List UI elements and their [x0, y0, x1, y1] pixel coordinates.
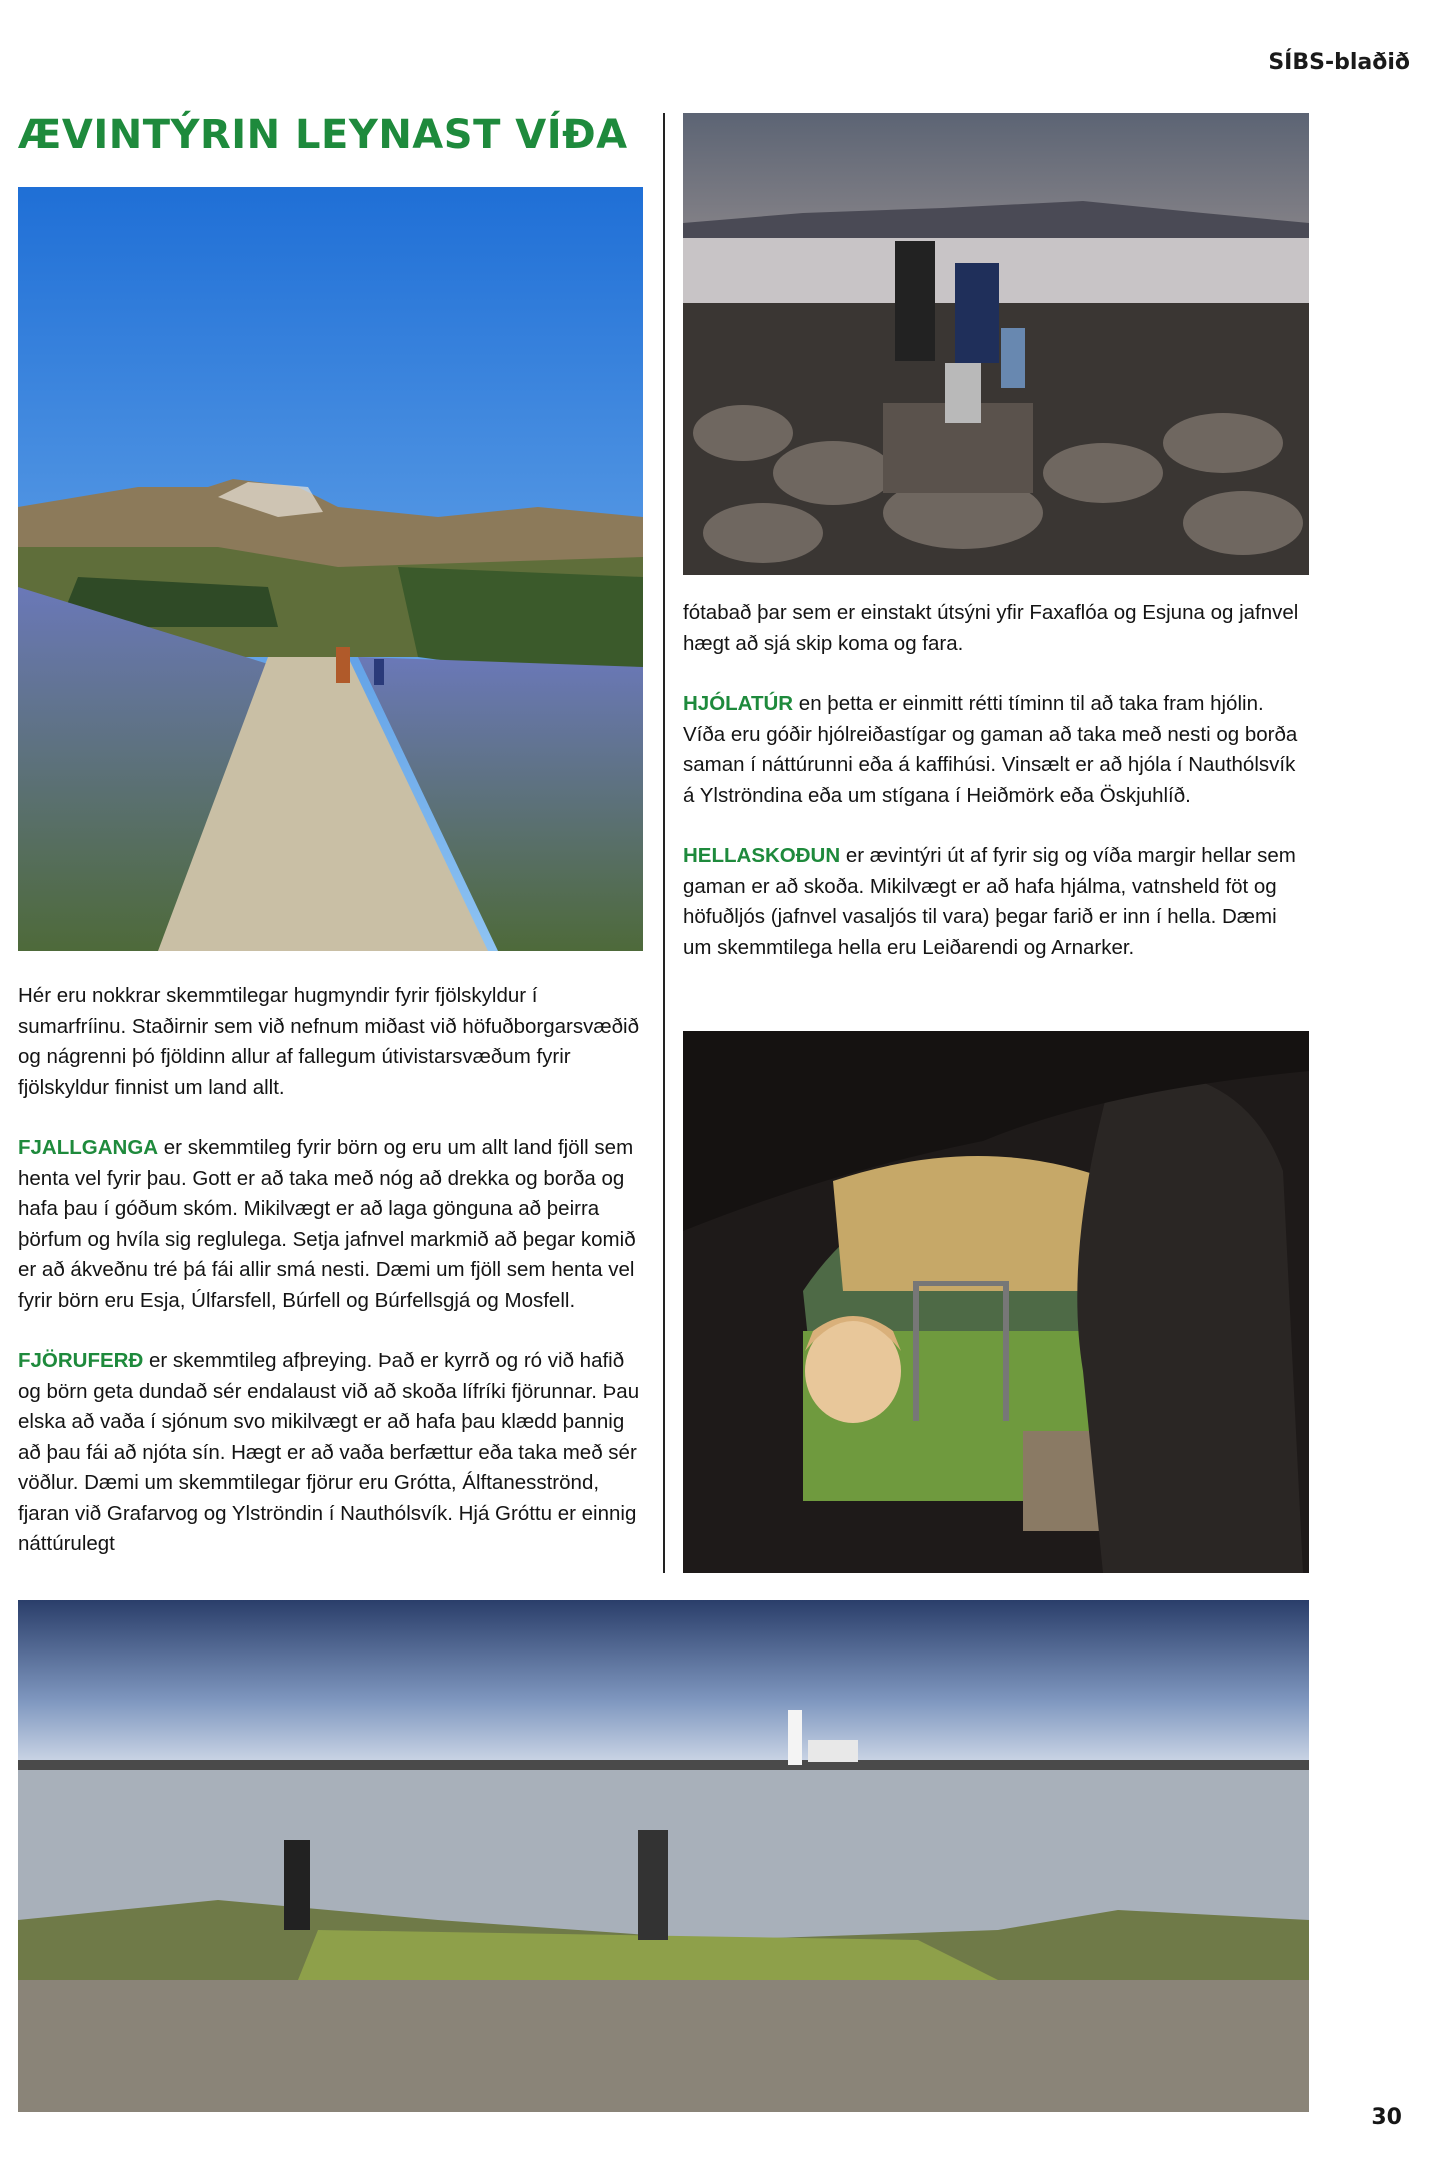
left-column-text: [18, 981, 648, 1590]
section-text: er ævintýri út af fyrir sig og víða margir hellar sem gaman er að skoða. Mikilvægt er að hafa hjálma, vatnsheld föt og höfuðljós (jafnvel vasaljós til vara) þegar farið er inn í hella. Dæmi um skemmtilega hella eru Leiðarendi og Arnarker.: [683, 844, 1296, 959]
section-keyword: FJALLGANGA: [18, 1136, 159, 1159]
section-text: en þetta er einmitt rétti tíminn til að taka fram hjólin. Víða eru góðir hjólreiðastígar og gaman að taka með nesti og borða saman í náttúrunni eða á kaffihúsi. Vinsælt er að hjóla í Nauthólsvík á Ylströndina eða um stígana í Heiðmörk eða Öskjuhlíð.: [683, 692, 1298, 807]
masthead: SÍBS-blaðið: [1268, 50, 1410, 75]
section-keyword: HELLASKOÐUN: [683, 844, 841, 867]
cave-child-photo: [683, 1031, 1309, 1573]
section-text: er skemmtileg afþreying. Það er kyrrð og ró við hafið og börn geta dundað sér endalaust við að skoða lífríki fjörunnar. Þau elska að vaða í sjónum svo mikilvægt er að hafa þau klædd þannig að þau fái að njóta sín. Hægt er að vaða berfættur eða taka með sér vöðlur. Dæmi um skemmtilegar fjörur eru Grótta, Álftanesströnd, fjaran við Grafarvog og Ylströndin í Nauthólsvík. Hjá Gróttu er einnig náttúrulegt: [18, 1349, 640, 1555]
section-text: er skemmtileg fyrir börn og eru um allt land fjöll sem henta vel fyrir þau. Gott er að taka með nóg að drekka og borða og hafa þau í góðum skóm. Mikilvægt er að laga gönguna að þeirra þörfum og hvíla sig reglulega. Setja jafnvel markmið að þegar komið er að ákveðnu tré þá fái allir smá nesti. Dæmi um fjöll sem henta vel fyrir börn eru Esja, Úlfarsfell, Búrfell og Búrfellsgjá og Mosfell.: [18, 1136, 636, 1312]
right-column-text: [683, 598, 1303, 993]
rocky-shore-family-photo: [683, 113, 1309, 575]
grotta-shore-lighthouse-photo: [18, 1600, 1309, 2112]
continuation-paragraph: fótabað þar sem er einstakt útsýni yfir Faxaflóa og Esjuna og jafnvel hægt að sjá skip koma og fara.: [683, 601, 1299, 655]
section-paragraph: [18, 1346, 648, 1560]
section-paragraph: [18, 1133, 648, 1316]
hiking-path-photo: [18, 187, 643, 951]
section-paragraph: [683, 689, 1303, 811]
article-headline: ÆVINTÝRIN LEYNAST VÍÐA: [18, 112, 628, 158]
section-keyword: HJÓLATÚR: [683, 692, 794, 715]
section-paragraph: [683, 841, 1303, 963]
column-divider: [663, 113, 665, 1573]
intro-paragraph: Hér eru nokkrar skemmtilegar hugmyndir fyrir fjölskyldur í sumarfríinu. Staðirnir sem við nefnum miðast við höfuðborgarsvæðið og nágrenni þó fjöldinn allur af fallegum útivistarsvæðum fyrir fjölskyldur finnist um land allt.: [18, 984, 639, 1099]
page-number: 30: [1371, 2105, 1402, 2130]
section-keyword: FJÖRUFERÐ: [18, 1349, 144, 1372]
